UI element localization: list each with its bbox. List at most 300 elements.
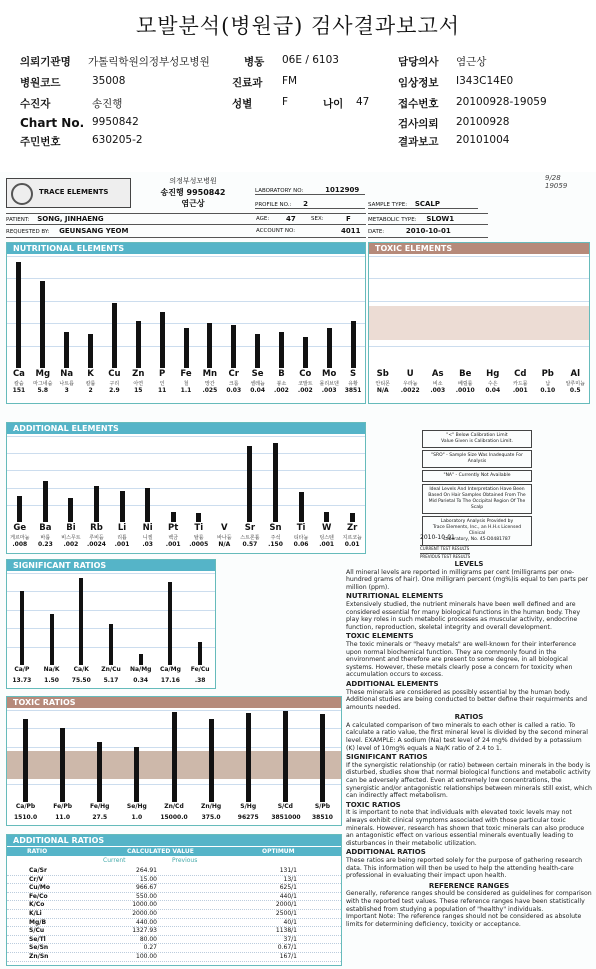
ratio-name: Na/K xyxy=(43,666,60,673)
additional-symbol-korean: 니켈 xyxy=(142,535,153,541)
additional-symbol: Bi xyxy=(66,523,76,533)
element-bar xyxy=(207,323,212,368)
grid-line xyxy=(7,323,365,324)
ratio-optimum: 440/1 xyxy=(279,892,297,900)
element-bar xyxy=(171,512,176,522)
dept-label: 진료과 xyxy=(232,77,263,89)
element-symbol-korean: 마그네슘 xyxy=(33,381,53,387)
element-symbol-value: 11 xyxy=(157,387,167,394)
element-symbol-korean: 철 xyxy=(183,381,189,387)
ratio-optimum: 2500/1 xyxy=(275,910,297,917)
sample-field: SAMPLE TYPE: SCALP xyxy=(368,200,478,209)
additional-symbol-korean: 탈륨 xyxy=(193,535,204,541)
ratio-name: Zn/Cu xyxy=(101,666,121,673)
ratio-optimum: 13/1 xyxy=(283,875,297,883)
element-bar xyxy=(16,262,21,368)
table-row xyxy=(7,893,341,902)
ratio-name-value: 1510.0 xyxy=(13,814,38,821)
element-symbol: Mo xyxy=(322,369,337,379)
table-row xyxy=(7,884,341,893)
table-row xyxy=(7,919,341,928)
request-label: 검사의뢰 xyxy=(398,118,439,130)
date-field: DATE: 2010-10-01 xyxy=(368,226,488,238)
element-bar xyxy=(184,328,189,368)
additional-symbol-korean: 바륨 xyxy=(40,535,51,541)
request-value: 20100928 xyxy=(456,116,510,128)
grid-line xyxy=(7,436,365,437)
element-bar xyxy=(279,332,284,368)
ratio-name: Zn/Hg xyxy=(201,803,222,810)
element-bar xyxy=(231,325,236,368)
patient-value: 송진행 xyxy=(92,98,123,110)
ratio-name: Ca/K xyxy=(73,666,89,673)
legend-current: CURRENT TEST RESULTS xyxy=(420,546,470,551)
ratio-name-value: 27.5 xyxy=(92,814,108,821)
ratio-bar xyxy=(50,614,54,665)
grid-line xyxy=(369,278,589,279)
additional-symbol-value: .001 xyxy=(165,541,181,548)
additional-symbol-value: .001 xyxy=(319,541,335,548)
resultdate-label: 결과보고 xyxy=(398,136,439,148)
additional-symbol: Ni xyxy=(142,523,153,533)
ratio-value: 0.27 xyxy=(143,944,157,952)
grid-line xyxy=(7,453,365,454)
ratio-name: Se/Tl xyxy=(29,935,46,943)
ratio-name-value: 5.17 xyxy=(103,677,119,684)
additional-symbol: Ba xyxy=(39,523,52,533)
ratio-name-value: 17.16 xyxy=(160,677,180,684)
toxic-symbol-value: 0.04 xyxy=(485,387,501,394)
additional-symbol-value: .03 xyxy=(142,541,153,548)
element-symbol-korean: 인 xyxy=(159,381,165,387)
metabolic-field: METABOLIC TYPE: SLOW1 xyxy=(368,213,488,225)
element-symbol-korean: 코발트 xyxy=(298,381,313,387)
rrn-value: 630205-2 xyxy=(92,134,143,146)
additional-symbol: Ti xyxy=(194,523,204,533)
additional-symbol-value: 0.01 xyxy=(344,541,360,548)
element-symbol: Mg xyxy=(35,369,51,379)
toxic-symbol: Hg xyxy=(486,369,500,379)
toxic-symbol-value: N/A xyxy=(376,387,389,394)
additional-symbol-korean: 주석 xyxy=(270,535,281,541)
ratio-name-value: 0.34 xyxy=(133,677,149,684)
element-bar xyxy=(43,481,48,522)
ratio-bar xyxy=(20,591,24,665)
element-symbol-value: 0.04 xyxy=(250,387,265,394)
element-symbol: Se xyxy=(251,369,264,379)
ratio-bar xyxy=(168,582,172,665)
ratio-name: Se/Hg xyxy=(126,803,147,810)
additional-symbol-value: .0024 xyxy=(87,541,106,548)
doctor-value: 염근상 xyxy=(456,56,487,68)
element-symbol-value: .002 xyxy=(297,387,313,394)
legend-box: "<" Below Calibration Limit Value Given is Calibration Limit. "SRO" - Sample Size Was Inadequate For Analysis "NA" - Currently Not Available Ideal Levels And Interpretation Have Been Based On Hair Samples Obtained From The Mid Parietal To The Occipital Region Of The Scalp Laboratory Analysis Provided by Trace Elements, Inc., an H.H.s Licensed Clinical Laboratory, No. 45-D0481787 xyxy=(422,430,532,542)
ratio-optimum: 37/1 xyxy=(283,935,297,943)
element-symbol: B xyxy=(278,369,285,379)
ratio-name: Na/Mg xyxy=(129,666,152,673)
table-row xyxy=(7,910,341,919)
element-bar xyxy=(255,334,260,368)
toxic-symbol: Be xyxy=(459,369,472,379)
toxic-ratios-chart: TOXIC RATIOS Ca/Pb 1510.0 Fe/Pb 11.0 Fe/Hg 27.5 Se/Hg 1.0 Zn/Cd 15000.0 Zn/Hg 375.0 S/Hg 96275 S/Cd 3851000 S/Pb 38510 xyxy=(6,696,342,826)
ratio-name: Ca/P xyxy=(14,666,30,673)
grid-line xyxy=(7,573,215,574)
legend-date: 2010-10-01 xyxy=(420,534,455,541)
element-bar xyxy=(303,337,308,368)
toxic-symbol-korean: 우라늄 xyxy=(403,381,418,387)
table-row xyxy=(7,867,341,876)
additional-symbol-korean: 지르코늄 xyxy=(342,535,362,541)
ratio-value: 80.00 xyxy=(139,935,157,943)
element-bar xyxy=(145,488,150,522)
additional-symbol-value: 0.57 xyxy=(242,541,258,548)
additional-symbol-korean: 텅스텐 xyxy=(319,535,334,541)
grid-line xyxy=(7,278,365,279)
grid-line xyxy=(369,256,589,257)
grid-line xyxy=(7,256,365,257)
ratio-value: 440.00 xyxy=(136,918,157,926)
element-symbol-value: 2 xyxy=(88,387,93,394)
significant-ratios-chart: SIGNIFICANT RATIOS Ca/P 13.73 Na/K 1.50 Ca/K 75.50 Zn/Cu 5.17 Na/Mg 0.34 Ca/Mg 17.16 Fe/Cu .38 xyxy=(6,559,216,689)
table-row xyxy=(7,876,341,885)
ratio-bar xyxy=(209,719,214,802)
table-row xyxy=(7,944,341,953)
ratio-bar xyxy=(139,654,143,665)
additional-symbol: Ge xyxy=(13,523,27,533)
element-bar xyxy=(94,486,99,522)
additional-symbol-value: N/A xyxy=(218,541,231,548)
age-label: 나이 xyxy=(323,98,344,110)
ratio-name: Fe/Pb xyxy=(53,803,73,810)
toxic-symbol-value: 0.10 xyxy=(540,387,556,394)
patient-label: 수진자 xyxy=(20,98,51,110)
institution-value: 가톨릭학원의정부성모병원 xyxy=(88,56,210,68)
element-symbol: S xyxy=(350,369,357,379)
additional-symbol-korean: 스트론튬 xyxy=(240,535,260,541)
additional-elements-chart: ADDITIONAL ELEMENTS Ge 게르마늄 .008 Ba 바륨 0.23 Bi 비스무트 .002 Rb 루비듐 .0024 Li 리튬 .001 Ni 니켈 .03 Pt 백금 .001 Ti 탈륨 .0005 V 바나듐 N/A Sr 스트론튬 0.57 Sn 주석 .150 Ti 티타늄 0.06 W 텅스텐 .001 Zr 지르코늄 0.01 xyxy=(6,422,366,554)
element-bar xyxy=(160,312,165,368)
additional-symbol-value: 0.23 xyxy=(37,541,53,548)
chart-value: 9950842 xyxy=(92,116,139,128)
ratio-name: K/Li xyxy=(29,910,42,917)
toxic-symbol-korean: 알루미늄 xyxy=(565,381,585,387)
additional-symbol: Zr xyxy=(347,523,358,533)
toxic-symbol: Sb xyxy=(376,369,389,379)
toxic-symbol-value: .0022 xyxy=(400,387,420,394)
table-header: RATIO CALCULATED VALUE OPTIMUM xyxy=(7,847,341,856)
ratio-name: Zn/Cd xyxy=(164,803,184,810)
clinical-value: I343C14E0 xyxy=(456,75,514,87)
additional-symbol: W xyxy=(321,523,332,533)
ratio-optimum: 625/1 xyxy=(279,884,297,892)
element-symbol-value: 15 xyxy=(134,387,143,394)
ratio-bar xyxy=(198,642,202,665)
toxic-symbol-value: .001 xyxy=(512,387,528,394)
ratio-name: Fe/Cu xyxy=(190,666,210,673)
toxic-symbol-korean: 수은 xyxy=(487,381,498,387)
additional-symbol-korean: 티타늄 xyxy=(293,535,309,541)
element-symbol-korean: 붕소 xyxy=(276,381,287,387)
ratio-name: Se/Sn xyxy=(29,944,49,952)
legend-previous: PREVIOUS TEST RESULTS xyxy=(420,554,471,559)
toxic-symbol: As xyxy=(431,369,444,379)
element-symbol-value: 0.03 xyxy=(226,387,242,394)
ratio-optimum: 2000/1 xyxy=(275,901,297,909)
element-symbol-korean: 셀레늄 xyxy=(250,381,265,387)
doctor-label: 담당의사 xyxy=(398,56,439,68)
chart-label: Chart No. xyxy=(20,116,85,130)
element-symbol: Mn xyxy=(202,369,218,379)
ratio-name: Ca/Pb xyxy=(15,803,36,810)
additional-symbol: Ti xyxy=(296,523,306,533)
reference-band xyxy=(369,306,589,340)
additional-symbol-value: .001 xyxy=(114,541,130,548)
logo-icon xyxy=(11,183,33,205)
grid-line xyxy=(7,505,365,506)
ratio-name-value: 1.50 xyxy=(44,677,59,684)
ratio-name: Mg/B xyxy=(29,918,47,926)
ratio-name: S/Hg xyxy=(240,803,257,810)
grid-line xyxy=(7,301,365,302)
ratio-bar xyxy=(134,747,139,802)
grid-line xyxy=(7,488,365,489)
requested-row: REQUESTED BY: GEUNSANG YEOM ACCOUNT NO: 4011 xyxy=(6,226,366,238)
additional-symbol-korean: 비스무트 xyxy=(61,535,81,541)
grid-line xyxy=(7,470,365,471)
element-symbol: Fe xyxy=(180,369,192,379)
toxic-symbol: U xyxy=(406,369,414,379)
interpretation-notes: LEVELS All mineral levels are reported in milligrams per cent (milligrams per one-hundred grams of hair). One milligram percent (mg%)is equal to ten parts per million (ppm). NUTRITIONAL ELEMENTS Extensively studied, the nutrient minerals have been well defined and are considered essential for many biological functions in the human body. They play key roles in such metabolic processes as muscular activity, endocrine function, reproduction, skeletal integrity and overall development. TOXIC ELEMENTS The toxic minerals or "heavy metals" are well-known for their interference upon normal biochemical function. They are commonly found in the environment and therefore are present to some degree, in all biological systems. However, these metals clearly pose a concern for toxicity when accumulation occurs to excess. ADDITIONAL ELEMENTS These minerals are considered as possibly essential by the human body. Additional studies are being conducted to better define their requirments and amounts needed. RATIOS A calculated comparison of two minerals to each other is called a ratio. To calculate a ratio value, the first mineral level is divided by the second mineral level. EXAMPLE: A sodium (Na) test level of 24 mg% divided by a potassium (K) level of 10mg% equals a Na/K ratio of 2.4 to 1. SIGNIFICANT RATIOS If the synergistic relationship (or ratio) between certain minerals in the body is disturbed, studies show that normal biological functions and metabolic activity can be adversely affected. Even at extremely low concentrations, the synergistic and/or antagonistic relationships between minerals still exist, which can indirectly affect metabolism. TOXIC RATIOS It is important to note that individuals with elevated toxic levels may not always exhibit clinical symptoms associated with those particular toxic minerals. However, research has shown that toxic minerals can also produce an antagonistic effect on various essential minerals eventually leading to disturbances in their metabolic utilization. ADDITIONAL RATIOS These ratios are being reported solely for the purpose of gathering research data. This information will then be used to help the attending health-care professional in evaluating their impact upon health. REFERENCE RANGES Generally, reference ranges should be considered as guidelines for comparison with the reported test values. These reference ranges have been statistically established from studying a population of "healthy" individuals. Important Note: The reference ranges should not be considered as absolute limits for determining deficiency, toxicity or acceptance. xyxy=(346,560,592,928)
toxic-symbol-value: .0010 xyxy=(455,387,475,394)
ratio-name-value: 15000.0 xyxy=(160,814,188,821)
element-symbol-korean: 유황 xyxy=(348,381,358,387)
additional-symbol: V xyxy=(221,523,228,533)
ratio-name: S/Pb xyxy=(314,803,331,810)
ratio-name: Ca/Sr xyxy=(29,867,47,874)
element-symbol: Zn xyxy=(132,369,145,379)
ratio-name: Ca/Mg xyxy=(159,666,181,673)
element-bar xyxy=(327,328,332,368)
toxic-symbol-korean: 카드뮴 xyxy=(513,381,528,387)
ratio-name-value: .38 xyxy=(194,677,206,684)
ratio-bar xyxy=(246,713,251,802)
table-row xyxy=(7,927,341,936)
element-symbol-value: 3851 xyxy=(344,387,362,394)
ratio-name-value: 1.0 xyxy=(131,814,143,821)
element-bar xyxy=(350,513,355,522)
ratio-optimum: 1138/1 xyxy=(275,927,297,935)
ratio-name-value: 38510 xyxy=(312,814,333,821)
ratio-name: Cu/Mo xyxy=(29,884,50,892)
element-bar xyxy=(112,303,117,368)
additional-symbol-value: 0.06 xyxy=(293,541,309,548)
toxic-symbol-value: 0.5 xyxy=(569,387,581,394)
ward-value: 06E / 6103 xyxy=(282,54,339,66)
clinical-label: 임상정보 xyxy=(398,77,439,89)
ratio-bar xyxy=(320,714,325,802)
element-symbol: P xyxy=(159,369,166,379)
ratio-name-value: 96275 xyxy=(237,814,259,821)
lab-no-field: LABORATORY NO: 1012909 xyxy=(255,186,365,195)
table-row xyxy=(7,901,341,910)
ratio-bar xyxy=(283,711,288,802)
hospcode-label: 병원코드 xyxy=(20,77,61,89)
ratio-name: Fe/Co xyxy=(29,892,48,900)
element-bar xyxy=(136,321,141,368)
toxic-symbol-value: .003 xyxy=(430,387,446,394)
element-symbol-korean: 망간 xyxy=(205,381,215,387)
additional-symbol: Sn xyxy=(269,523,282,533)
additional-symbol-korean: 루비듐 xyxy=(89,535,104,541)
receipt-label: 접수번호 xyxy=(398,98,439,110)
ratio-value: 550.00 xyxy=(136,892,157,900)
ratio-name: Zn/Sn xyxy=(29,953,49,960)
element-bar xyxy=(64,332,69,368)
ward-label: 병동 xyxy=(244,56,265,68)
additional-symbol-value: .0005 xyxy=(189,541,209,548)
grid-line xyxy=(369,301,589,302)
toxic-symbol: Pb xyxy=(541,369,554,379)
scanned-lab-report xyxy=(0,172,596,969)
element-bar xyxy=(17,496,22,522)
element-bar xyxy=(299,492,304,522)
element-symbol: Cu xyxy=(108,369,121,379)
element-symbol-korean: 칼슘 xyxy=(14,381,24,387)
ratio-name: Cr/V xyxy=(29,875,44,883)
element-bar xyxy=(196,513,201,522)
rrn-label: 주민번호 xyxy=(20,136,61,148)
additional-symbol: Rb xyxy=(90,523,103,533)
grid-line xyxy=(369,346,589,347)
additional-symbol-korean: 백금 xyxy=(168,535,179,541)
ratio-value: 2000.00 xyxy=(132,910,157,917)
ratio-name-value: 75.50 xyxy=(71,677,91,684)
lab-logo: TRACE ELEMENTS xyxy=(6,178,131,208)
element-symbol-korean: 칼륨 xyxy=(85,381,96,387)
age-value: 47 xyxy=(356,96,370,108)
element-symbol: Cr xyxy=(228,369,239,379)
table-row xyxy=(7,936,341,945)
sex-value: F xyxy=(282,96,289,108)
toxic-symbol-korean: 베릴륨 xyxy=(458,381,473,387)
patient-row: PATIENT: SONG, JINHAENG AGE: 47 SEX: F xyxy=(6,213,366,225)
ratio-value: 264.91 xyxy=(136,867,157,874)
ratio-value: 966.67 xyxy=(136,884,157,892)
element-symbol-value: .025 xyxy=(202,387,218,394)
ratio-optimum: 40/1 xyxy=(283,918,297,926)
ratio-bar xyxy=(97,742,102,802)
toxic-symbol-korean: 안티몬 xyxy=(375,381,390,387)
toxic-symbol-korean: 비소 xyxy=(432,381,443,387)
additional-symbol-korean: 게르마늄 xyxy=(10,535,30,541)
element-symbol-value: 151 xyxy=(12,387,26,394)
ratio-optimum: 167/1 xyxy=(279,953,297,960)
element-bar xyxy=(273,443,278,522)
grid-line xyxy=(7,591,215,592)
ratio-bar xyxy=(23,719,28,802)
element-symbol: Ca xyxy=(12,369,25,379)
institution-label: 의뢰기관명 xyxy=(20,56,71,68)
handwritten-note: 9/28 19059 xyxy=(545,174,568,190)
toxic-symbol: Al xyxy=(570,369,580,379)
receipt-value: 20100928-19059 xyxy=(456,96,547,108)
additional-symbol-korean: 리튬 xyxy=(117,535,127,541)
ratio-optimum: 131/1 xyxy=(279,867,297,874)
element-symbol-value: 1.1 xyxy=(180,387,192,394)
hospcode-value: 35008 xyxy=(92,75,126,87)
sex-label: 성별 xyxy=(232,98,253,110)
additional-symbol-value: .002 xyxy=(63,541,79,548)
nutritional-elements-chart: NUTRITIONAL ELEMENTS Ca 칼슘 151 Mg 마그네슘 5.8 Na 나트륨 3 K 칼륨 2 Cu 구리 2.9 Zn 아연 15 P 인 11 Fe 철 1.1 Mn 망간 .025 Cr 크롬 0.03 Se 셀레늄 0.04 B 붕소 .002 Co 코발트 .002 Mo 몰리브덴 .003 S 유황 3851 xyxy=(6,242,366,404)
element-symbol-value: 2.9 xyxy=(109,387,120,394)
dept-value: FM xyxy=(282,75,298,87)
ratio-name-value: 3851000 xyxy=(271,814,301,821)
ratio-bar xyxy=(109,624,113,665)
ratio-name-value: 13.73 xyxy=(12,677,32,684)
element-symbol-korean: 크롬 xyxy=(228,381,239,387)
additional-symbol: Sr xyxy=(244,523,256,533)
ratio-name: S/Cd xyxy=(277,803,293,810)
element-bar xyxy=(40,281,45,368)
element-symbol-korean: 구리 xyxy=(109,381,120,387)
ratio-value: 15.00 xyxy=(139,875,157,883)
profile-field: PROFILE NO.: 2 xyxy=(255,200,365,209)
element-bar xyxy=(324,512,329,522)
element-symbol: Na xyxy=(60,369,74,379)
ratio-bar xyxy=(172,712,177,802)
ratio-optimum: 0.67/1 xyxy=(277,944,297,952)
element-bar xyxy=(247,446,252,522)
ratio-value: 1327.93 xyxy=(132,927,157,935)
hospital-stamp: 의정부성모병원 송진행 9950842 염근상 xyxy=(160,177,226,208)
element-bar xyxy=(120,491,125,522)
additional-ratios-table: ADDITIONAL RATIOS RATIO CALCULATED VALUE OPTIMUM Current Previous Ca/Sr 264.91 131/1 Cr/V 15.00 13/1 Cu/Mo 966.67 625/1 Fe/Co 550.00 440/1 K/Co 1000.00 2000/1 K/Li 2000.00 2500/1 Mg/B 440.00 40/1 S/Cu 1327.93 1138/1 Se/Tl 80.00 37/1 Se/Sn 0.27 0.67/1 Zn/Sn 100.00 167/1 xyxy=(6,834,342,966)
toxic-elements-chart: TOXIC ELEMENTS Sb 안티몬 N/A U 우라늄 .0022 As 비소 .003 Be 베릴륨 .0010 Hg 수은 0.04 Cd 카드뮴 .001 Pb 납 0.10 Al 알루미늄 0.5 xyxy=(368,242,590,404)
ratio-bar xyxy=(60,728,65,802)
ratio-value: 100.00 xyxy=(136,953,157,960)
toxic-symbol: Cd xyxy=(514,369,527,379)
element-symbol-korean: 나트륨 xyxy=(59,381,74,387)
additional-symbol-korean: 바나듐 xyxy=(217,535,232,541)
element-symbol-value: 5.8 xyxy=(37,387,49,394)
ratio-name-value: 375.0 xyxy=(201,814,221,821)
resultdate-value: 20101004 xyxy=(456,134,510,146)
additional-symbol-value: .008 xyxy=(12,541,28,548)
ratio-bar xyxy=(79,578,83,665)
ratio-value: 1000.00 xyxy=(132,901,157,909)
element-symbol: Co xyxy=(299,369,312,379)
element-symbol-value: .002 xyxy=(274,387,289,394)
element-symbol-value: .003 xyxy=(321,387,337,394)
ratio-name: Fe/Hg xyxy=(90,803,110,810)
report-title: 모발분석(병원급) 검사결과보고서 xyxy=(135,14,461,38)
ratio-name-value: 11.0 xyxy=(55,814,71,821)
element-symbol: K xyxy=(87,369,94,379)
additional-symbol: Li xyxy=(117,523,127,533)
element-bar xyxy=(88,334,93,368)
additional-symbol: Pt xyxy=(168,523,179,533)
grid-line xyxy=(7,610,215,611)
ratio-name: S/Cu xyxy=(29,927,45,935)
additional-symbol-value: .150 xyxy=(268,541,283,548)
toxic-symbol-korean: 납 xyxy=(545,381,551,387)
element-symbol-korean: 아연 xyxy=(133,381,144,387)
table-row xyxy=(7,953,341,962)
element-symbol-value: 3 xyxy=(64,387,69,394)
ratio-name: K/Co xyxy=(29,901,45,909)
element-bar xyxy=(351,321,356,368)
element-bar xyxy=(68,498,73,522)
